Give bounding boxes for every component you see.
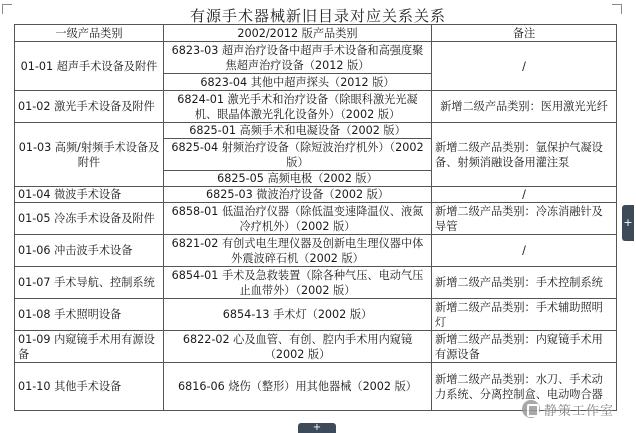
table-row (15, 123, 617, 139)
level1-category-cell: 01-05 冷冻手术设备及附件 (15, 203, 164, 235)
watermark-text: 静策工作室 (544, 403, 615, 419)
old-category-cell: 6825-03 微波治疗设备（2002 版） (164, 187, 432, 203)
catalog-mapping-table (14, 24, 617, 411)
old-category-cell: 6825-04 射频治疗设备（除短波治疗机外）（2002 版） (164, 139, 432, 171)
table-header-row (15, 25, 617, 42)
level1-category-cell: 01-04 微波手术设备 (15, 187, 164, 203)
watermark (522, 398, 622, 420)
level1-category-cell: 01-09 内窥镜手术用有源设备 (15, 331, 164, 363)
old-category-cell: 6823-03 超声治疗设备中超声手术设备和高强度聚焦超声治疗设备（2012 版） (164, 42, 432, 74)
table-row (15, 267, 617, 299)
old-category-cell: 6854-13 手术灯（2002 版） (164, 299, 432, 331)
remarks-cell: 新增二级产品类别：医用激光光纤 (432, 91, 617, 123)
table-row (15, 235, 617, 267)
level1-category-cell: 01-01 超声手术设备及附件 (15, 42, 164, 91)
remarks-cell: 新增二级产品类别：冷冻消融针及导管 (432, 203, 617, 235)
old-category-cell: 6821-02 有创式电生理仪器及创新电生理仪器中体外震波碎石机（2002 版） (164, 235, 432, 267)
table-row (15, 331, 617, 363)
remarks-cell: / (432, 235, 617, 267)
table-row (15, 187, 617, 203)
header-cell-remarks: 备注 (432, 25, 617, 42)
table-row (15, 299, 617, 331)
old-category-cell: 6816-06 烧伤（整形）用其他器械（2002 版） (164, 363, 432, 411)
old-category-cell: 6854-01 手术及急救装置（除各种气压、电动气压止血带外）（2002 版） (164, 267, 432, 299)
table-row (15, 42, 617, 74)
level1-category-cell: 01-02 激光手术设备及附件 (15, 91, 164, 123)
table-row (15, 91, 617, 123)
header-cell-old-category: 2002/2012 版产品类别 (164, 25, 432, 42)
old-category-cell: 6823-04 其他中超声探头（2012 版） (164, 74, 432, 91)
level1-category-cell: 01-10 其他手术设备 (15, 363, 164, 411)
document-title: 有源手术器械新旧目录对应关系关系 (189, 7, 446, 25)
old-category-cell: 6858-01 低温治疗仪器（除低温变速降温仪、液氮冷疗机外）（2002 版） (164, 203, 432, 235)
wechat-logo-icon (522, 400, 540, 418)
remarks-cell: 新增二级产品类别：手术辅助照明灯 (432, 299, 617, 331)
remarks-cell: 新增二级产品类别：氩保护气凝设备、射频消融设备用灌注泵 (432, 123, 617, 187)
bottom-expand-tab[interactable]: + (298, 423, 336, 433)
old-category-cell: 6824-01 激光手术和治疗设备（除眼科激光光凝机、眼晶体激光乳化设备外）（2002 版） (164, 91, 432, 123)
table-row (15, 203, 617, 235)
level1-category-cell: 01-08 手术照明设备 (15, 299, 164, 331)
level1-category-cell: 01-03 高频/射频手术设备及附件 (15, 123, 164, 187)
old-category-cell: 6825-01 高频手术和电凝设备（2002 版） (164, 123, 432, 139)
header-cell-level1-category: 一级产品类别 (15, 25, 164, 42)
remarks-cell: 新增二级产品类别：水刀、手术动力系统、分离控制盒、电动吻合器 (432, 363, 617, 411)
remarks-cell: / (432, 187, 617, 203)
level1-category-cell: 01-07 手术导航、控制系统 (15, 267, 164, 299)
old-category-cell: 6825-05 高频电极（2002 版） (164, 171, 432, 187)
old-category-cell: 6822-02 心及血管、有创、腔内手术用内窥镜（2002 版） (164, 331, 432, 363)
side-expand-tab[interactable]: + (622, 205, 634, 241)
remarks-cell: / (432, 42, 617, 91)
remarks-cell: 新增二级产品类别：内窥镜手术用有源设备 (432, 331, 617, 363)
level1-category-cell: 01-06 冲击波手术设备 (15, 235, 164, 267)
remarks-cell: 新增二级产品类别：手术控制系统 (432, 267, 617, 299)
